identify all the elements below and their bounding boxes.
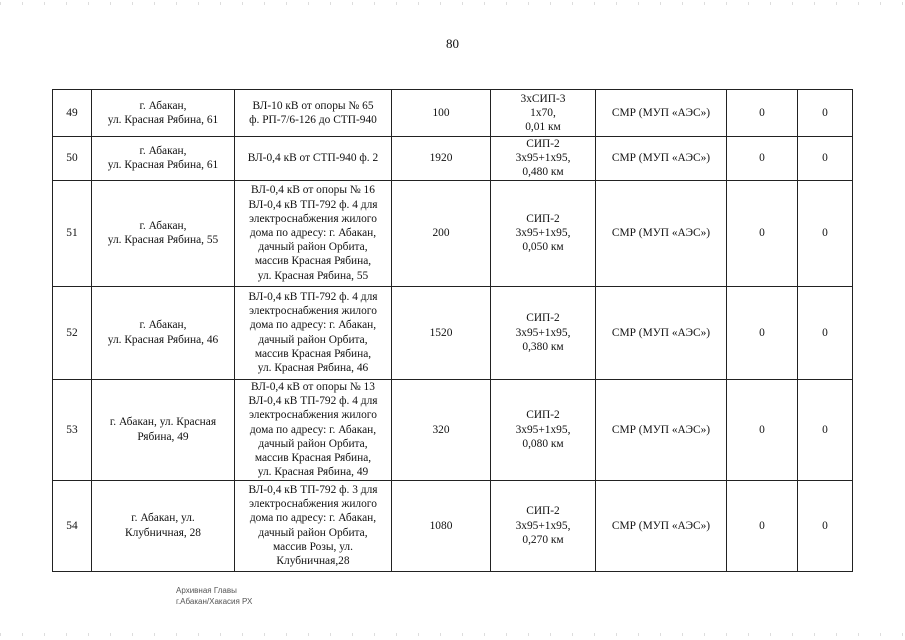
power-line-line: ул. Красная Рябина, 49 — [257, 466, 369, 479]
power-line-line: дачный район Орбита, — [258, 333, 368, 346]
power-line-line: электроснабжения жилого — [249, 498, 377, 511]
row-number-cell: 53 — [53, 379, 92, 480]
address-cell — [92, 286, 235, 379]
row-number-cell: 54 — [53, 480, 92, 571]
stamp-line: Архивная Главы — [176, 586, 237, 595]
cable-line: 3х95+1х95, — [515, 519, 571, 532]
cable-cell — [491, 137, 596, 181]
power-line-line: ВЛ-0,4 кВ ТП-792 ф. 4 для — [248, 291, 378, 303]
power-line-line: массив Красная Рябина, — [254, 255, 372, 268]
address-line: Рябина, 49 — [137, 430, 189, 443]
power-line-line: ВЛ-10 кВ от опоры № 65 — [252, 99, 374, 112]
page-number: 80 — [446, 36, 459, 51]
power-line-line: массив Розы, ул. — [273, 540, 353, 553]
power-line-line: ул. Красная Рябина, 55 — [257, 269, 369, 282]
row-number-cell: 52 — [53, 286, 92, 379]
address-line: г. Абакан, ул. — [131, 512, 195, 525]
cable-line: 0,01 км — [525, 121, 561, 134]
cable-cell — [491, 379, 596, 480]
power-line-line: ВЛ-0,4 кВ ТП-792 ф. 4 для — [248, 395, 378, 408]
power-line-line: ВЛ-0,4 кВ от опоры № 16 — [251, 184, 375, 197]
row-number-cell: 49 — [53, 90, 92, 137]
cable-line: СИП-2 — [526, 312, 560, 325]
work-type-cell: СМР (МУП «АЭС») — [596, 286, 727, 379]
address-line: г. Абакан, — [139, 99, 187, 112]
table-body — [53, 90, 853, 572]
cable-line: 3х95+1х95, — [515, 326, 571, 339]
address-cell — [92, 480, 235, 571]
power-line-line: Клубничная,28 — [276, 555, 350, 568]
table-row — [53, 480, 853, 571]
address-line: г. Абакан, ул. Красная — [109, 416, 217, 429]
value-cell-1: 0 — [727, 480, 798, 571]
work-type-cell: СМР (МУП «АЭС») — [596, 480, 727, 571]
power-line-cell — [235, 480, 392, 571]
power-line-line: ВЛ-0,4 кВ от опоры № 13 — [251, 380, 375, 393]
power-line-line: ВЛ-0,4 кВ от СТП-940 ф. 2 — [247, 152, 379, 165]
address-line: ул. Красная Рябина, 46 — [107, 333, 219, 346]
cable-line: 0,480 км — [522, 166, 564, 179]
cable-line: 0,050 км — [522, 241, 564, 254]
value-cell-1: 0 — [727, 180, 798, 286]
power-line-line: дома по адресу: г. Абакан, — [249, 319, 377, 332]
power-line-line: дома по адресу: г. Абакан, — [249, 512, 377, 525]
registry-table — [52, 89, 853, 572]
power-line-line: дачный район Орбита, — [258, 437, 368, 450]
table-row — [53, 379, 853, 480]
archive-stamp — [176, 585, 252, 607]
work-type-cell: СМР (МУП «АЭС») — [596, 180, 727, 286]
address-cell — [92, 90, 235, 137]
cable-cell — [491, 286, 596, 379]
row-number-cell: 51 — [53, 180, 92, 286]
work-type-cell: СМР (МУП «АЭС») — [596, 379, 727, 480]
length-cell: 100 — [392, 90, 491, 137]
value-cell-1: 0 — [727, 90, 798, 137]
power-line-line: дачный район Орбита, — [258, 241, 368, 254]
cable-line: СИП-2 — [526, 505, 560, 518]
table-row — [53, 90, 853, 137]
power-line-line: массив Красная Рябина, — [254, 451, 372, 464]
value-cell-2: 0 — [798, 180, 853, 286]
value-cell-1: 0 — [727, 379, 798, 480]
value-cell-2: 0 — [798, 379, 853, 480]
power-line-cell — [235, 90, 392, 137]
stamp-line: г.Абакан/Хакасия РХ — [176, 597, 253, 606]
power-line-line: дома по адресу: г. Абакан, — [249, 423, 377, 436]
power-line-line: ВЛ-0,4 кВ ТП-792 ф. 3 для — [248, 484, 378, 496]
address-line: г. Абакан, — [139, 219, 187, 232]
power-line-line: электроснабжения жилого — [249, 212, 377, 225]
cable-cell — [491, 180, 596, 286]
address-line: ул. Красная Рябина, 55 — [107, 234, 219, 247]
work-type-cell: СМР (МУП «АЭС») — [596, 137, 727, 181]
power-line-line: дачный район Орбита, — [258, 526, 368, 539]
cable-line: 3хСИП-3 — [520, 92, 566, 105]
address-cell — [92, 137, 235, 181]
length-cell: 1520 — [392, 286, 491, 379]
address-line: Клубничная, 28 — [124, 526, 202, 539]
row-number-cell: 50 — [53, 137, 92, 181]
power-line-cell — [235, 180, 392, 286]
cable-cell — [491, 480, 596, 571]
power-line-cell — [235, 379, 392, 480]
table-row — [53, 286, 853, 379]
value-cell-1: 0 — [727, 137, 798, 181]
cable-line: 3х95+1х95, — [515, 227, 571, 239]
value-cell-2: 0 — [798, 137, 853, 181]
cable-line: 0,080 км — [522, 437, 564, 450]
table-row — [53, 137, 853, 181]
scan-noise-top — [0, 2, 905, 5]
cable-line: 3х95+1х95, — [515, 152, 571, 165]
power-line-line: ф. РП-7/6-126 до СТП-940 — [249, 114, 377, 126]
cable-line: СИП-2 — [526, 138, 560, 150]
table-row — [53, 180, 853, 286]
power-line-cell — [235, 286, 392, 379]
value-cell-1: 0 — [727, 286, 798, 379]
power-line-line: электроснабжения жилого — [249, 409, 377, 422]
scan-noise-bottom — [0, 633, 905, 636]
address-line: г. Абакан, — [139, 145, 187, 158]
length-cell: 320 — [392, 379, 491, 480]
address-line: ул. Красная Рябина, 61 — [107, 114, 219, 126]
address-cell — [92, 180, 235, 286]
work-type-cell: СМР (МУП «АЭС») — [596, 90, 727, 137]
value-cell-2: 0 — [798, 480, 853, 571]
value-cell-2: 0 — [798, 90, 853, 137]
cable-line: 1х70, — [530, 106, 556, 119]
cable-line: 0,270 км — [522, 533, 564, 546]
address-cell — [92, 379, 235, 480]
cable-cell — [491, 90, 596, 137]
power-line-cell — [235, 137, 392, 181]
length-cell: 200 — [392, 180, 491, 286]
value-cell-2: 0 — [798, 286, 853, 379]
length-cell: 1920 — [392, 137, 491, 181]
address-line: г. Абакан, — [139, 319, 187, 332]
cable-line: СИП-2 — [526, 212, 560, 225]
power-line-line: дома по адресу: г. Абакан, — [249, 227, 377, 239]
power-line-line: электроснабжения жилого — [249, 305, 377, 318]
cable-line: СИП-2 — [526, 409, 560, 422]
cable-line: 0,380 км — [522, 340, 564, 353]
power-line-line: массив Красная Рябина, — [254, 347, 372, 360]
cable-line: 3х95+1х95, — [515, 423, 571, 436]
power-line-line: ВЛ-0,4 кВ ТП-792 ф. 4 для — [248, 198, 378, 211]
address-line: ул. Красная Рябина, 61 — [107, 159, 219, 172]
power-line-line: ул. Красная Рябина, 46 — [257, 362, 369, 375]
length-cell: 1080 — [392, 480, 491, 571]
